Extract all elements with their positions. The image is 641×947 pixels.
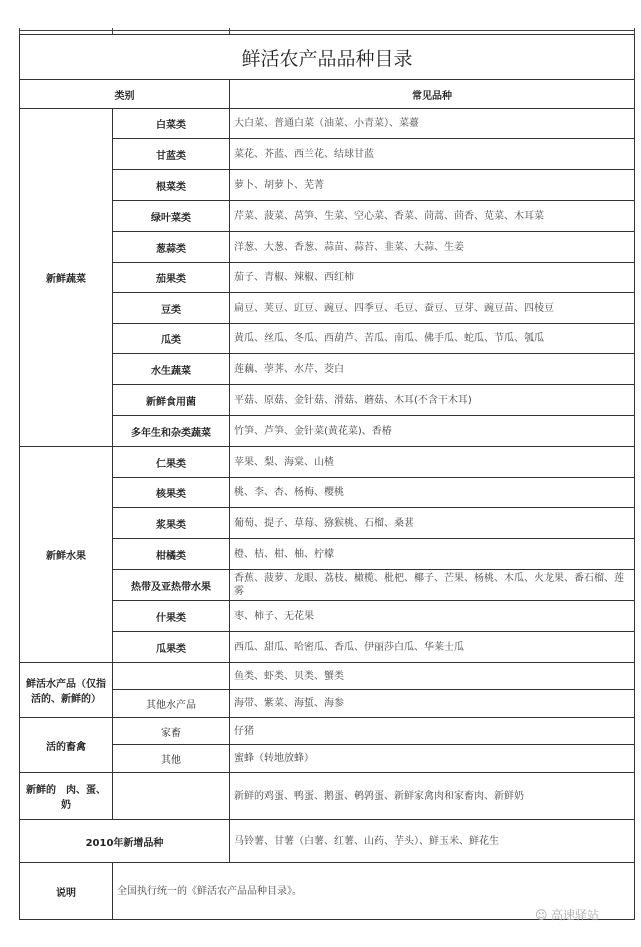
- watermark: ☺ 高速驿站: [535, 908, 600, 922]
- subcategory: 根菜类: [113, 170, 230, 201]
- subcategory: 新鲜食用菌: [113, 385, 230, 416]
- variety-list: 香蕉、菠萝、龙眼、荔枝、橄榄、枇杷、椰子、芒果、杨桃、木瓜、火龙果、番石榴、莲雾: [230, 570, 635, 601]
- variety-list: 芹菜、菠菜、莴笋、生菜、空心菜、香菜、茼蒿、茴香、苋菜、木耳菜: [230, 201, 635, 232]
- note-text: 全国执行统一的《鲜活农产品品种目录》。: [113, 863, 635, 920]
- table-row: [20, 109, 635, 139]
- subcategory: 柑橘类: [113, 539, 230, 570]
- table-row: [20, 570, 635, 601]
- variety-catalog-table: [19, 34, 635, 920]
- variety-list: 平菇、原菇、金针菇、滑菇、蘑菇、木耳(不含干木耳): [230, 385, 635, 416]
- subcategory: 多年生和杂类蔬菜: [113, 416, 230, 447]
- subcategory: 白菜类: [113, 109, 230, 139]
- variety-list: 橙、桔、柑、柚、柠檬: [230, 539, 635, 570]
- subcategory: 绿叶菜类: [113, 201, 230, 232]
- header-varieties: 常见品种: [230, 80, 635, 109]
- table-row: [20, 416, 635, 447]
- new-2010-label: 2010年新增品种: [20, 820, 230, 863]
- table-row: [20, 293, 635, 324]
- subcategory: 豆类: [113, 293, 230, 324]
- variety-list: 洋葱、大葱、香葱、蒜苗、蒜苔、韭菜、大蒜、生姜: [230, 232, 635, 263]
- variety-list: 茄子、青椒、辣椒、西红柿: [230, 263, 635, 293]
- subcategory: 什果类: [113, 601, 230, 632]
- variety-list: 仔猪: [230, 718, 635, 745]
- table-row: [20, 718, 635, 745]
- subcategory: 仁果类: [113, 447, 230, 478]
- table-row: [20, 601, 635, 632]
- table-row: [20, 170, 635, 201]
- variety-list: 黄瓜、丝瓜、冬瓜、西葫芦、苦瓜、南瓜、佛手瓜、蛇瓜、节瓜、瓠瓜: [230, 324, 635, 354]
- group-name: 鲜活水产品（仅指活的、新鲜的）: [20, 663, 113, 718]
- variety-list: 海带、紫菜、海蜇、海参: [230, 690, 635, 718]
- subcategory: 甘蓝类: [113, 139, 230, 170]
- subcategory: 茄果类: [113, 263, 230, 293]
- subcategory: 水生蔬菜: [113, 354, 230, 385]
- variety-list: 桃、李、杏、杨梅、樱桃: [230, 478, 635, 508]
- table-row: [20, 663, 635, 690]
- subcategory: 核果类: [113, 478, 230, 508]
- table-row: [20, 632, 635, 663]
- variety-list: 苹果、梨、海棠、山楂: [230, 447, 635, 478]
- variety-list: 葡萄、提子、草莓、猕猴桃、石榴、桑葚: [230, 508, 635, 539]
- header-category: 类别: [20, 80, 230, 109]
- table-row: [20, 508, 635, 539]
- variety-list: 大白菜、普通白菜（油菜、小青菜）、菜薹: [230, 109, 635, 139]
- subcategory: 其他水产品: [113, 690, 230, 718]
- group-name: 新鲜蔬菜: [20, 109, 113, 447]
- subcategory: 其他: [113, 745, 230, 773]
- subcategory: 浆果类: [113, 508, 230, 539]
- table-row: [20, 478, 635, 508]
- subcategory: 热带及亚热带水果: [113, 570, 230, 601]
- variety-list: 蜜蜂（转地放蜂）: [230, 745, 635, 773]
- variety-list: 枣、柿子、无花果: [230, 601, 635, 632]
- subcategory: 家畜: [113, 718, 230, 745]
- variety-list: 新鲜的鸡蛋、鸭蛋、鹅蛋、鹌鹑蛋、新鲜家禽肉和家畜肉、新鲜奶: [230, 773, 635, 820]
- variety-list: 扁豆、荚豆、豇豆、豌豆、四季豆、毛豆、蚕豆、豆芽、豌豆苗、四棱豆: [230, 293, 635, 324]
- variety-list: 竹笋、芦笋、金针菜(黄花菜)、香椿: [230, 416, 635, 447]
- table-row: [20, 690, 635, 718]
- subcategory: 瓜类: [113, 324, 230, 354]
- page-title: 鲜活农产品品种目录: [20, 35, 635, 80]
- group-name: 新鲜水果: [20, 447, 113, 663]
- table-row: [20, 385, 635, 416]
- wechat-icon: ☺: [535, 908, 548, 922]
- variety-list: 萝卜、胡萝卜、芜菁: [230, 170, 635, 201]
- table-row: [20, 232, 635, 263]
- subcategory: 瓜果类: [113, 632, 230, 663]
- group-name: 新鲜的 肉、蛋、奶: [20, 773, 113, 820]
- table-row: [20, 447, 635, 478]
- table-row: [20, 354, 635, 385]
- subcategory: [113, 773, 230, 820]
- subcategory: 葱蒜类: [113, 232, 230, 263]
- variety-list: 鱼类、虾类、贝类、蟹类: [230, 663, 635, 690]
- variety-list: 菜花、芥蓝、西兰花、结球甘蓝: [230, 139, 635, 170]
- table-row: [20, 263, 635, 293]
- table-row: [20, 745, 635, 773]
- table-row: [20, 539, 635, 570]
- variety-list: 西瓜、甜瓜、哈密瓜、香瓜、伊丽莎白瓜、华莱士瓜: [230, 632, 635, 663]
- group-name: 活的畜禽: [20, 718, 113, 773]
- table-row: [20, 773, 635, 820]
- variety-list: 莲藕、荸荠、水芹、茭白: [230, 354, 635, 385]
- new-2010-items: 马铃薯、甘薯（白薯、红薯、山药、芋头）、鲜玉米、鲜花生: [230, 820, 635, 863]
- subcategory: [113, 663, 230, 690]
- table-row: [20, 324, 635, 354]
- table-row: [20, 139, 635, 170]
- note-label: 说明: [20, 863, 113, 920]
- table-row: [20, 201, 635, 232]
